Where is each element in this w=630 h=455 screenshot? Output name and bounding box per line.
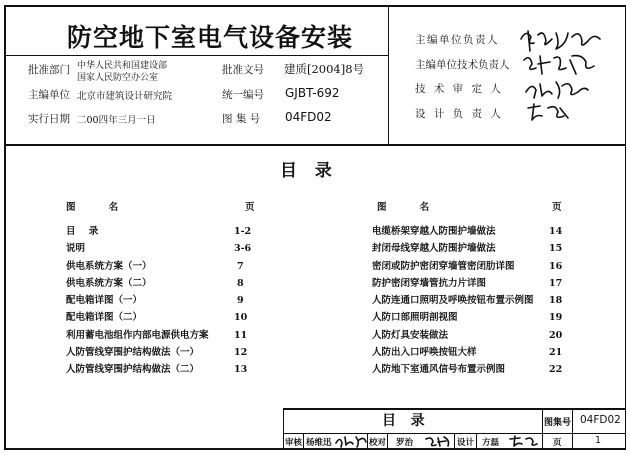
toc-right-header-name: 图 名 — [377, 202, 430, 213]
toc-item-name: 人防口部照明剖视图 — [372, 312, 458, 324]
toc-item-name: 密闭或防护密闭穿墙管密闭肋详图 — [372, 260, 515, 272]
toc-item-page: 17 — [549, 277, 563, 289]
toc-item-page: 9 — [237, 295, 244, 307]
resp-label-3: 技 术 审 定 人 — [415, 83, 504, 95]
editor-unit-label: 主编单位 — [28, 89, 70, 101]
toc-item-page: 10 — [234, 312, 248, 324]
tb-atlas-divider — [542, 408, 543, 449]
toc-item-page: 13 — [234, 364, 248, 376]
title-underline — [4, 55, 388, 56]
toc-item-name: 人防管线穿围护结构做法（二） — [66, 364, 200, 376]
tb-cell-divider — [387, 433, 388, 449]
toc-left-list — [66, 223, 266, 379]
toc-row[interactable] — [372, 258, 572, 275]
toc-row[interactable] — [372, 309, 572, 326]
toc-item-page: 11 — [234, 329, 248, 341]
tb-page-label: 页 — [553, 438, 562, 448]
signature-design-lead — [524, 100, 572, 124]
approval-doc-label: 批准文号 — [222, 64, 264, 76]
toc-right-list — [372, 223, 572, 379]
tb-cell-divider — [303, 433, 304, 449]
tb-sheet-title: 目 录 — [382, 413, 425, 429]
tb-design-label: 设计 — [457, 438, 475, 448]
toc-row[interactable] — [66, 258, 266, 275]
resp-label-1: 主编单位负责人 — [415, 34, 499, 46]
approval-dept-label: 批准部门 — [28, 64, 70, 76]
toc-item-name: 配电箱详图（二） — [66, 312, 143, 324]
toc-item-page: 19 — [549, 312, 563, 324]
toc-item-name: 供电系统方案（一） — [66, 260, 152, 272]
toc-item-name: 供电系统方案（二） — [66, 277, 152, 289]
approval-doc-value: 建质[2004]8号 — [284, 62, 365, 76]
tb-cell-divider — [476, 433, 477, 449]
signature-tech-lead — [520, 50, 600, 78]
toc-left-header-page: 页 — [245, 202, 255, 213]
unified-no-label: 统一编号 — [222, 89, 264, 101]
atlas-title: 防空地下室电气设备安装 — [67, 23, 354, 52]
toc-item-name: 防护密闭穿墙管抗力片详图 — [372, 277, 487, 289]
tb-review-label: 审核 — [285, 438, 303, 448]
border-top — [4, 5, 626, 7]
toc-item-name: 人防连通口照明及呼唤按钮布置示例图 — [372, 295, 534, 307]
tb-cell-divider — [454, 433, 455, 449]
border-left — [4, 5, 6, 449]
toc-item-page: 18 — [549, 295, 563, 307]
approval-dept-value-1: 中华人民共和国建设部 — [77, 61, 168, 71]
toc-item-page: 21 — [549, 347, 563, 359]
tb-top-rule — [283, 408, 625, 410]
toc-row[interactable] — [66, 275, 266, 292]
toc-item-page: 8 — [237, 277, 244, 289]
toc-item-page: 1-2 — [234, 226, 252, 237]
toc-row[interactable] — [66, 327, 266, 344]
toc-row[interactable] — [66, 240, 266, 257]
editor-unit-value: 北京市建筑设计研究院 — [77, 91, 173, 102]
toc-item-name: 人防出入口呼唤按钮大样 — [372, 347, 477, 359]
toc-item-name: 封闭母线穿越人防围护墙做法 — [372, 243, 496, 255]
toc-row[interactable] — [372, 327, 572, 344]
resp-label-2: 主编单位技术负责人 — [415, 59, 510, 71]
tb-review-signature — [334, 433, 368, 449]
toc-row[interactable] — [66, 223, 266, 240]
header-vertical-divider — [388, 5, 389, 145]
toc-item-page: 22 — [549, 364, 563, 376]
approval-dept-value-2: 国家人民防空办公室 — [77, 73, 159, 83]
tb-design-signature — [508, 433, 540, 449]
toc-row[interactable] — [372, 240, 572, 257]
tb-atlas-label: 图集号 — [544, 418, 572, 428]
toc-row[interactable] — [372, 292, 572, 309]
toc-right-header-page: 页 — [552, 202, 562, 213]
tb-check-label: 校对 — [369, 438, 387, 448]
signature-tech-reviewer — [522, 76, 592, 102]
toc-row[interactable] — [372, 344, 572, 361]
tb-check-name: 罗治 — [396, 438, 414, 448]
toc-item-page: 12 — [234, 347, 248, 359]
toc-item-name: 说明 — [66, 243, 86, 255]
atlas-no-label: 图 集 号 — [222, 113, 261, 125]
toc-item-page: 7 — [237, 260, 244, 272]
toc-item-name: 目 录 — [66, 226, 99, 237]
toc-item-page: 15 — [549, 243, 563, 255]
toc-item-page: 14 — [549, 226, 563, 237]
toc-left-header-name: 图 名 — [66, 202, 119, 213]
tb-design-name: 方磊 — [482, 438, 500, 448]
toc-row[interactable] — [372, 223, 572, 240]
tb-atlas-value: 04FD02 — [580, 414, 621, 426]
toc-item-name: 人防管线穿围护结构做法（一） — [66, 347, 200, 359]
tb-left-rule — [283, 408, 284, 449]
toc-item-page: 16 — [549, 260, 563, 272]
header-bottom-rule — [4, 144, 626, 146]
atlas-no-value: 04FD02 — [285, 110, 332, 124]
impl-date-label: 实行日期 — [28, 113, 70, 125]
toc-row[interactable] — [372, 361, 572, 378]
toc-row[interactable] — [66, 361, 266, 378]
toc-item-page: 3-6 — [234, 243, 252, 255]
tb-check-signature — [424, 433, 452, 449]
toc-row[interactable] — [66, 292, 266, 309]
toc-item-name: 电缆桥架穿越人防围护墙做法 — [372, 226, 496, 237]
toc-item-page: 20 — [549, 329, 563, 341]
tb-atlas-divider-2 — [572, 408, 573, 449]
tb-page-value: 1 — [595, 435, 602, 446]
toc-row[interactable] — [66, 344, 266, 361]
toc-row[interactable] — [372, 275, 572, 292]
toc-item-name: 人防灯具安装做法 — [372, 329, 449, 341]
toc-row[interactable] — [66, 309, 266, 326]
impl-date-value: 二00四年三月一日 — [77, 115, 156, 126]
toc-item-name: 人防地下室通风信号布置示例图 — [372, 364, 506, 376]
toc-item-name: 利用蓄电池组作内部电源供电方案 — [66, 329, 209, 341]
resp-label-4: 设 计 负 责 人 — [415, 108, 504, 120]
unified-no-value: GJBT-692 — [285, 86, 340, 100]
border-right — [625, 5, 627, 449]
tb-review-name: 杨维迅 — [306, 438, 332, 448]
toc-item-name: 配电箱详图（一） — [66, 295, 143, 307]
toc-heading: 目 录 — [280, 161, 332, 181]
